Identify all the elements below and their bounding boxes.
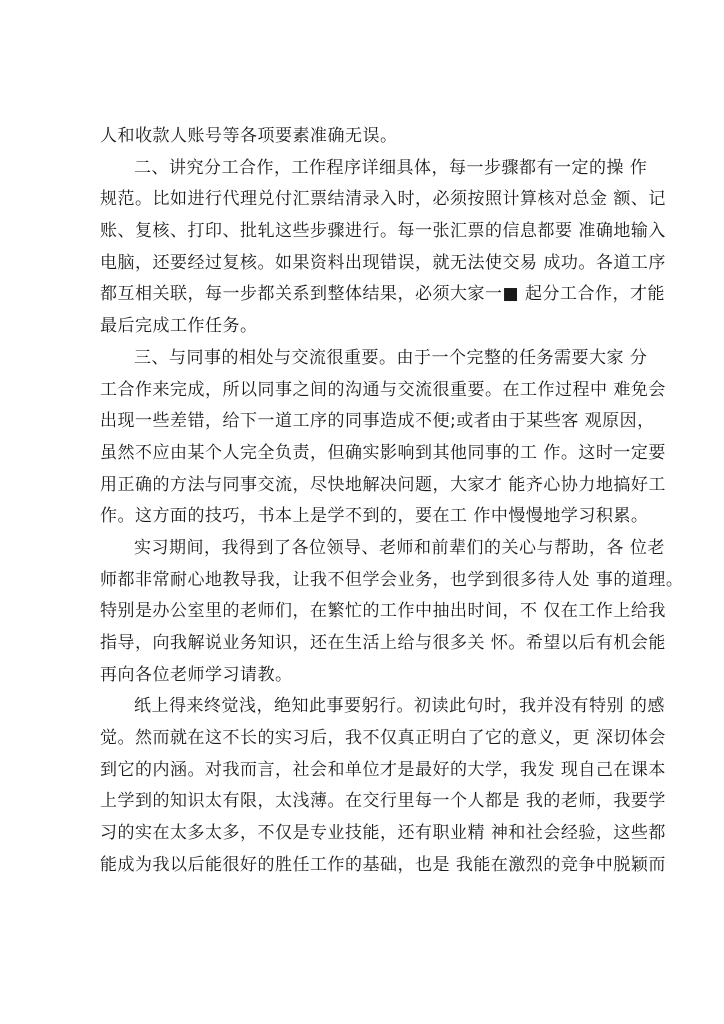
document-body-text bbox=[100, 121, 684, 882]
text-line: 二、讲究分工合作，工作程序详细具体，每一步骤都有一定的操 作 bbox=[134, 157, 648, 178]
text-line: 人和收款人账号等各项要素准确无误。 bbox=[100, 126, 398, 146]
text-line: 虽然不应由某个人完全负责，但确实影响到其他同事的工 作。这时一定要 bbox=[100, 442, 666, 463]
text-line: 纸上得来终觉浅，绝知此事要躬行。初读此句时，我并没有特别 的感 bbox=[134, 696, 665, 717]
text-line: 习的实在太多太多，不仅是专业技能，还有职业精 神和社会经验，这些都 bbox=[100, 823, 666, 844]
text-line: 作。这方面的技巧，书本上是学不到的，要在工 作中慢慢地学习积累。 bbox=[100, 506, 649, 527]
text-line: 觉。然而就在这不长的实习后，我不仅真正明白了它的意义，更 深切体会 bbox=[100, 728, 666, 749]
text-line: 再向各位老师学习请教。 bbox=[100, 664, 293, 685]
text-line: 用正确的方法与同事交流，尽快地解决问题，大家才 能齐心协力地搞好工 bbox=[100, 474, 666, 495]
text-line: 出现一些差错，给下一道工序的同事造成不便;或者由于某些客 观原因， bbox=[100, 411, 655, 432]
text-line: 能成为我以后能很好的胜任工作的基础，也是 我能在激烈的竞争中脱颖而 bbox=[100, 854, 666, 875]
text-line: 账、复核、打印、批轧这些步骤进行。每一张汇票的信息都要 准确地输入 bbox=[100, 221, 666, 242]
text-line: 上学到的知识太有限，太浅薄。在交行里每一个人都是 我的老师，我要学 bbox=[100, 791, 666, 812]
text-line: 最后完成工作任务。 bbox=[100, 316, 258, 337]
text-line: 规范。比如进行代理兑付汇票结清录入时，必须按照计算核对总金 额、记 bbox=[100, 189, 666, 210]
text-line: 到它的内涵。对我而言，社会和单位才是最好的大学，我发 现自己在课本 bbox=[100, 759, 666, 780]
text-line: 工合作来完成，所以同事之间的沟通与交流很重要。在工作过程中 难免会 bbox=[100, 379, 666, 400]
text-line: 特别是办公室里的老师们，在繁忙的工作中抽出时间，不 仅在工作上给我 bbox=[100, 601, 666, 622]
text-line: 电脑，还要经过复核。如果资料出现错误，就无法使交易 成功。各道工序 bbox=[100, 252, 666, 273]
text-line: 师都非常耐心地教导我，让我不但学会业务，也学到很多待人处 事的道理。 bbox=[100, 569, 684, 590]
text-line: 指导，向我解说业务知识，还在生活上给与很多关 怀。希望以后有机会能 bbox=[100, 633, 666, 653]
text-line: 三、与同事的相处与交流很重要。由于一个完整的任务需要大家 分 bbox=[134, 347, 648, 368]
text-line: 都互相关联，每一步都关系到整体结果，必须大家一■ 起分工合作，才能 bbox=[100, 284, 665, 305]
text-line: 实习期间，我得到了各位领导、老师和前辈们的关心与帮助，各 位老 bbox=[134, 537, 665, 558]
